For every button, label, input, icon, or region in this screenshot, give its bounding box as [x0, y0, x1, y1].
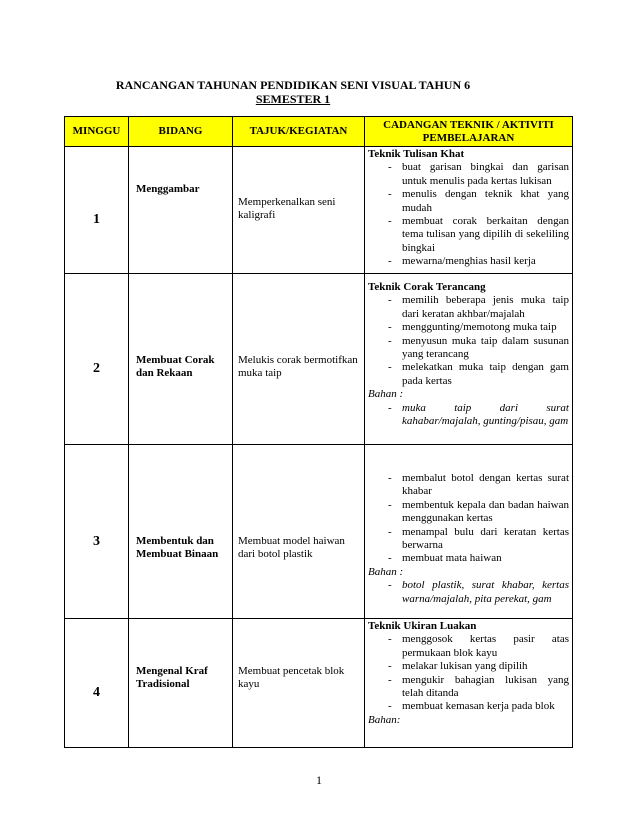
tajuk-cell: Memperkenalkan seni kaligrafi [233, 147, 365, 274]
list-item: - menggosok kertas pasir atas permukaan blok kayu [368, 633, 569, 660]
list-item: - melakar lukisan yang dipilih [368, 660, 569, 673]
list-item: - membalut botol dengan kertas surat khabar [368, 472, 569, 499]
cadangan-cell [365, 619, 573, 748]
list-item: - muka taip dari surat kahabar/majalah, gunting/pisau, gam [368, 402, 569, 429]
table-row [65, 445, 573, 619]
list-item: - menggunting/memotong muka taip [368, 321, 569, 334]
list-item: - mewarna/menghias hasil kerja [368, 255, 569, 268]
bahan-label: Bahan : [368, 388, 404, 401]
table-row [65, 619, 573, 748]
table-row [65, 274, 573, 445]
bahan-list [368, 579, 569, 606]
list-item: - membuat corak berkaitan dengan tema tulisan yang dipilih di sekeliling bingkai [368, 215, 569, 255]
document-subtitle: SEMESTER 1 [255, 92, 331, 106]
bidang-cell: Mengenal Kraf Tradisional [129, 619, 233, 748]
week-number: 4 [65, 619, 129, 748]
tajuk-cell: Melukis corak bermotifkan muka taip [233, 274, 365, 445]
list-item: - memilih beberapa jenis muka taip dari keratan akhbar/majalah [368, 294, 569, 321]
list-item: - membentuk kepala dan badan haiwan menggunakan kertas [368, 499, 569, 526]
list-item: - membuat kemasan kerja pada blok [368, 700, 569, 713]
header-cadangan-line2: PEMBELAJARAN [422, 131, 515, 144]
activity-list [368, 161, 569, 268]
week-number: 3 [65, 445, 129, 619]
bahan-label: Bahan: [368, 713, 401, 726]
cadangan-cell [365, 274, 573, 445]
table-header-row [65, 117, 573, 147]
bidang-cell: Membentuk dan Membuat Binaan [129, 445, 233, 619]
list-item: - botol plastik, surat khabar, kertas warna/majalah, pita perekat, gam [368, 579, 569, 606]
header-tajuk: TAJUK/KEGIATAN [233, 117, 365, 147]
header-cadangan-line1: CADANGAN TEKNIK / AKTIVITI [383, 118, 554, 131]
technique-title: Teknik Ukiran Luakan [368, 620, 477, 632]
bidang-cell: Membuat Corak dan Rekaan [129, 274, 233, 445]
technique-title: Teknik Corak Terancang [368, 281, 486, 293]
list-item: - menampal bulu dari keratan kertas berwarna [368, 526, 569, 553]
activity-list [368, 294, 569, 388]
cadangan-cell [365, 147, 573, 274]
list-item: - menulis dengan teknik khat yang mudah [368, 188, 569, 215]
tajuk-cell: Membuat model haiwan dari botol plastik [233, 445, 365, 619]
list-item: - membuat mata haiwan [368, 552, 569, 565]
header-minggu: MINGGU [65, 117, 129, 147]
header-bidang: BIDANG [129, 117, 233, 147]
table-row [65, 147, 573, 274]
plan-table [64, 116, 573, 748]
list-item: - melekatkan muka taip dengan gam pada kertas [368, 361, 569, 388]
header-cadangan [365, 117, 573, 147]
technique-title: Teknik Tulisan Khat [368, 148, 465, 160]
page-number: 1 [316, 773, 322, 787]
activity-list [368, 633, 569, 713]
list-item: - menyusun muka taip dalam susunan yang terancang [368, 335, 569, 362]
bahan-list [368, 402, 569, 429]
week-number: 2 [65, 274, 129, 445]
document-title: RANCANGAN TAHUNAN PENDIDIKAN SENI VISUAL TAHUN 6 [115, 78, 471, 92]
cadangan-cell [365, 445, 573, 619]
list-item: - mengukir bahagian lukisan yang telah ditanda [368, 674, 569, 701]
bidang-cell: Menggambar [129, 147, 233, 274]
activity-list [368, 472, 569, 566]
week-number: 1 [65, 147, 129, 274]
list-item: - buat garisan bingkai dan garisan untuk menulis pada kertas lukisan [368, 161, 569, 188]
tajuk-cell: Membuat pencetak blok kayu [233, 619, 365, 748]
bahan-label: Bahan : [368, 565, 404, 578]
